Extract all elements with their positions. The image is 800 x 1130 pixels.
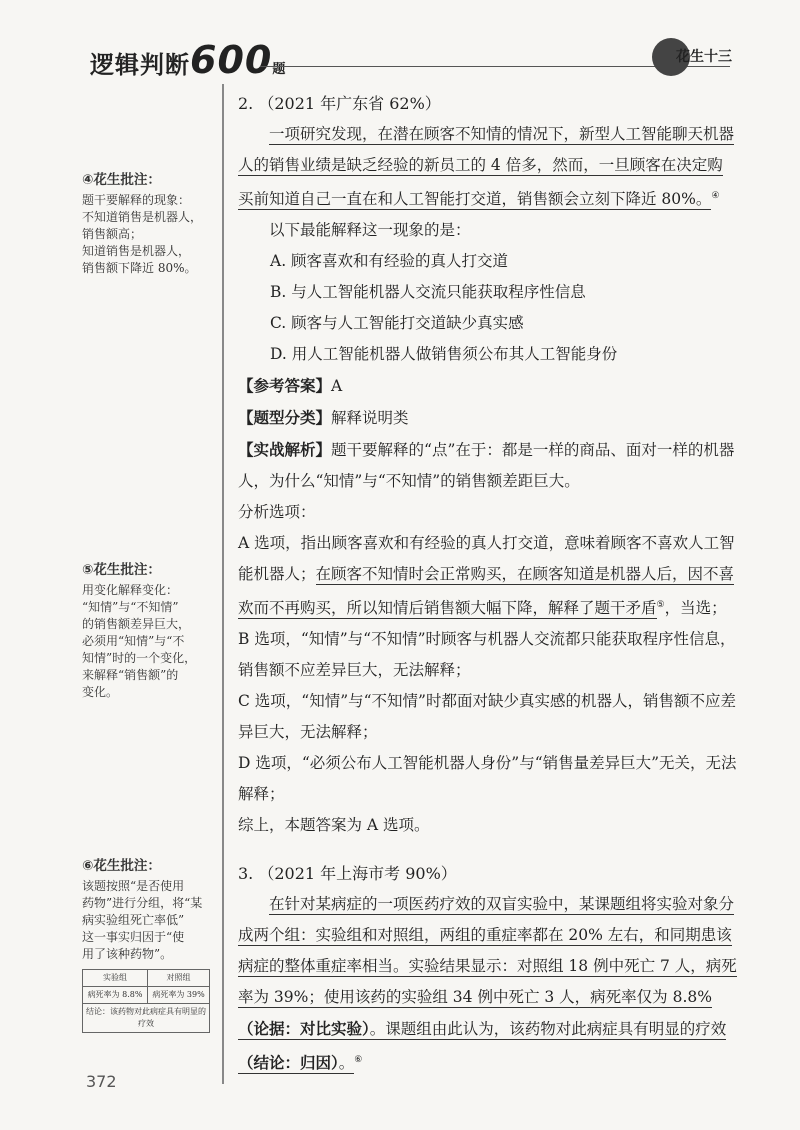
question-3-stem: 在针对某病症的一项医药疗效的双盲实验中，某课题组将实验对象分成两个组：实验组和对照组，两组的重症率都在 20% 左右，和同期患该病症的整体重症率相当。实验结果显示：对照组 18 例中死亡 7 人，病死率为 39%；使用该药的实验组 34 例中死亡 3 人，病死率仅为 8.8%（论据：对比实验）。课题组由此认为，该药物对此病症具有明显的疗效（结论：归因）。⑥ xyxy=(238,895,737,1073)
table-footer: 结论：该药物对此病症具有明显的疗效 xyxy=(83,1004,210,1033)
page-header xyxy=(90,36,780,80)
analysis-option-b: B 选项，“知情”与“不知情”时顾客与机器人交流都只能获取程序性信息，销售额不应差异巨大，无法解释； xyxy=(238,630,736,680)
note-6-table xyxy=(82,969,210,1033)
answer-value: A xyxy=(331,377,343,396)
table-header-control: 对照组 xyxy=(148,970,210,987)
book-title xyxy=(90,38,286,82)
annotation-mark-5: ⑤ xyxy=(656,600,665,611)
question-2-head: 2. （2021 年广东省 62%） xyxy=(238,94,441,113)
answer-line: 【参考答案】A xyxy=(238,376,343,396)
question-2-stem: 一项研究发现，在潜在顾客不知情的情况下，新型人工智能聊天机器人的销售业绩是缺乏经验的新员工的 4 倍多，然而，一旦顾客在决定购买前知道自己一直在和人工智能打交道，销售额会立刻下降近 80%。④ xyxy=(238,125,735,209)
note-4-title: ④花生批注： xyxy=(82,172,161,188)
annotation-mark-6: ⑥ xyxy=(354,1055,363,1065)
margin-note-6: ⑥花生批注： 该题按照“是否使用 药物”进行分组，将“某 病实验组死亡率低” 这一事实归因于“使 用了该种药物”。 实验组 对照组 病死率为 8.8% 病死率为 39% 结论：该药物对此病症具有明显的疗效 xyxy=(82,858,214,1033)
note-5-title: ⑤花生批注： xyxy=(82,562,161,578)
analysis-option-c: C 选项，“知情”与“不知情”时都面对缺少真实感的机器人，销售额不应差异巨大，无法解释； xyxy=(238,692,736,742)
margin-note-4: ④花生批注： 题干要解释的现象： 不知道销售是机器人， 销售额高； 知道销售是机器人， 销售额下降近 80%。 xyxy=(82,172,214,277)
analysis-intro: 【实战解析】题干要解释的“点”在于：都是一样的商品、面对一样的机器人，为什么“知情”与“不知情”的销售额差距巨大。 xyxy=(238,440,735,491)
question-2-prompt: 以下最能解释这一现象的是： xyxy=(269,221,471,240)
question-3 xyxy=(238,858,738,1079)
book-title-prefix: 逻辑判断 xyxy=(90,51,190,79)
analysis-option-a: A 选项，指出顾客喜欢和有经验的真人打交道，意味着顾客不喜欢人工智能机器人；在顾客不知情时会正常购买，在顾客知道是机器人后，因不喜欢而不再购买，所以知情后销售额大幅下降，解释了题干矛盾⑤，当选； xyxy=(238,534,735,618)
annotation-mark-4: ④ xyxy=(711,191,720,201)
book-title-suffix: 题 xyxy=(272,62,287,77)
type-line: 【题型分类】解释说明类 xyxy=(238,408,409,428)
book-title-number: 600 xyxy=(190,38,273,82)
question-2 xyxy=(238,88,738,841)
analysis-options-label: 分析选项： xyxy=(238,503,316,522)
analysis-option-d: D 选项，“必须公布人工智能机器人身份”与“销售量差异巨大”无关，无法解释； xyxy=(238,754,737,804)
margin-note-5: ⑤花生批注： 用变化解释变化： “知情”与“不知情” 的销售额差异巨大， 必须用“知情”与“不 知情”时的一个变化， 来解释“销售额”的 变化。 xyxy=(82,562,214,701)
page-number: 372 xyxy=(86,1072,117,1091)
note-6-title: ⑥花生批注： xyxy=(82,858,161,874)
table-cell-control: 病死率为 39% xyxy=(148,987,210,1004)
brand-name: 花生十三 xyxy=(676,49,732,65)
brand-logo xyxy=(652,36,762,76)
analysis-conclusion: 综上，本题答案为 A 选项。 xyxy=(238,816,430,835)
type-value: 解释说明类 xyxy=(331,409,409,428)
option-a: A. 顾客喜欢和有经验的真人打交道 xyxy=(270,252,509,271)
margin-divider xyxy=(222,84,224,1084)
question-3-head: 3. （2021 年上海市考 90%） xyxy=(238,864,457,883)
option-c: C. 顾客与人工智能打交道缺少真实感 xyxy=(270,314,524,333)
option-d: D. 用人工智能机器人做销售须公布其人工智能身份 xyxy=(270,345,618,364)
table-header-experiment: 实验组 xyxy=(83,970,148,987)
table-cell-experiment: 病死率为 8.8% xyxy=(83,987,148,1004)
option-b: B. 与人工智能机器人交流只能获取程序性信息 xyxy=(270,283,586,302)
